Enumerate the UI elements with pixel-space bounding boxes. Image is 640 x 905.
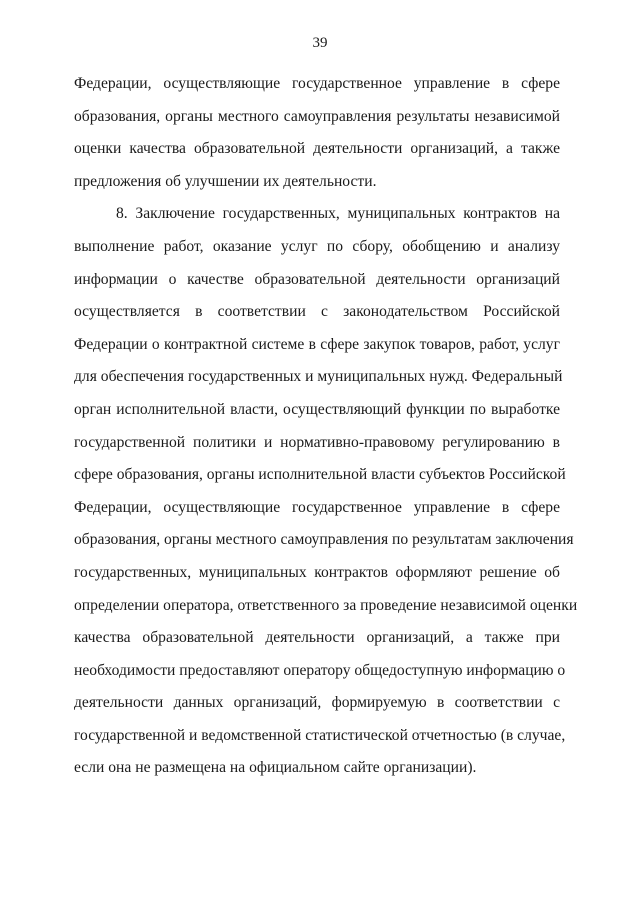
text-line: сфере образования, органы исполнительной власти субъектов Российской — [74, 466, 566, 484]
text-line: для обеспечения государственных и муниципальных нужд. Федеральный — [74, 368, 563, 386]
text-line: государственной и ведомственной статистической отчетностью (в случае, — [74, 726, 566, 744]
text-line: информации о качестве образовательной деятельности организаций — [74, 270, 560, 288]
text-line: качества образовательной деятельности организаций, а также при — [74, 629, 560, 647]
text-line: выполнение работ, оказание услуг по сбору, обобщению и анализу — [74, 237, 560, 255]
text-line: орган исполнительной власти, осуществляющий функции по выработке — [74, 400, 560, 418]
text-line: Федерации, осуществляющие государственное управление в сфере — [74, 75, 560, 92]
page-number: 39 — [312, 35, 328, 51]
text-line: Федерации, осуществляющие государственное управление в сфере — [74, 498, 560, 516]
text-line: оценки качества образовательной деятельности организаций, а также — [74, 140, 560, 158]
text-line: государственных, муниципальных контрактов оформляют решение об — [74, 563, 560, 581]
text-line: если она не размещена на официальном сайте организации). — [74, 759, 477, 777]
paragraph-8-first-line: 8. Заключение государственных, муниципальных контрактов на — [116, 205, 560, 223]
text-line: государственной политики и нормативно-правовому регулированию в — [74, 433, 560, 451]
text-line: образования, органы местного самоуправления результаты независимой — [74, 107, 560, 125]
text-line: Федерации о контрактной системе в сфере закупок товаров, работ, услуг — [74, 335, 560, 353]
text-line: образования, органы местного самоуправления по результатам заключения — [74, 531, 574, 549]
text-line: необходимости предоставляют оператору общедоступную информацию о — [74, 661, 566, 679]
document-body — [74, 74, 578, 791]
text-line: определении оператора, ответственного за проведение независимой оценки — [74, 596, 578, 614]
text-line: предложения об улучшении их деятельности. — [74, 172, 377, 190]
text-line: деятельности данных организаций, формируемую в соответствии с — [74, 694, 560, 712]
text-line: осуществляется в соответствии с законодательством Российской — [74, 303, 560, 321]
